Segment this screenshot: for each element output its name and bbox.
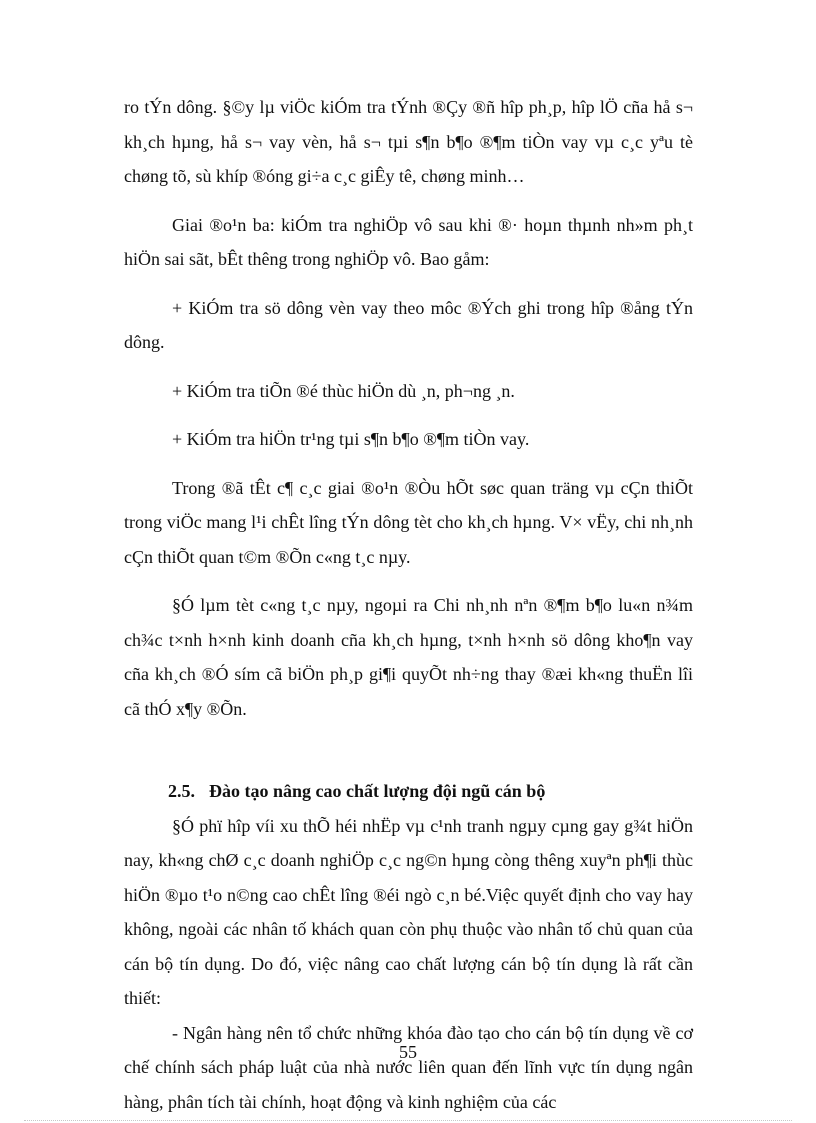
section-title: Đào tạo nâng cao chất lượng đội ngũ cán bộ	[209, 781, 546, 801]
paragraph-training-rationale: §Ó phï hîp víi xu thÕ héi nhËp vµ c¹nh tranh ngµy cµng gay g¾t hiÖn nay, kh«ng chØ c¸c doanh nghiÖp c¸c ng©n hµng còng thêng xuyªn ph¶i thùc hiÖn ®µo t¹o n©ng cao chÊt lîng ®éi ngò c¸n bé.Việc quyết định cho vay hay không, ngoài các nhân tố khách quan còn phụ thuộc vào nhân tố chủ quan của cán bộ tín dụng. Do đó, việc nâng cao chất lượng cán bộ tín dụng là rất cần thiết:	[124, 815, 693, 1008]
list-item-check-loan-usage: + KiÓm tra sö dông vèn vay theo môc ®Ých ghi trong hîp ®ång tÝn dông.	[124, 297, 693, 352]
paragraph-stage-three: Giai ®o¹n ba: kiÓm tra nghiÖp vô sau khi ®· hoµn thµnh nh»m ph¸t hiÖn sai sãt, bÊt thêng trong nghiÖp vô. Bao gåm:	[124, 214, 693, 269]
section-heading	[124, 774, 693, 809]
page-number: 55	[399, 1042, 417, 1062]
paragraph-continuation: ro tÝn dông. §©y lµ viÖc kiÓm tra tÝnh ®Çy ®ñ hîp ph¸p, hîp lÖ cña hå s¬ kh¸ch hµng, hå s¬ vay vèn, hå s¬ tµi s¶n b¶o ®¶m tiÒn vay vµ c¸c yªu tè chøng tõ, sù khíp ®óng gi÷a c¸c giÊy tê, chøng minh…	[124, 97, 693, 186]
list-item-check-collateral: + KiÓm tra hiÖn tr¹ng tµi s¶n b¶o ®¶m tiÒn vay.	[172, 429, 530, 449]
section-number: 2.5.	[168, 781, 195, 801]
list-item-check-project-progress: + KiÓm tra tiÕn ®é thùc hiÖn dù ¸n, ph¬ng ¸n.	[172, 380, 515, 401]
page-body	[124, 90, 693, 1119]
paragraph-branch-monitoring: §Ó lµm tèt c«ng t¸c nµy, ngoµi ra Chi nh¸nh nªn ®¶m b¶o lu«n n¾m ch¾c t×nh h×nh kinh doanh cña kh¸ch hµng, t×nh h×nh sö dông kho¶n vay cña kh¸ch ®Ó sím cã biÖn ph¸p gi¶i quyÕt nh÷ng thay ®æi kh«ng thuËn lîi cã thÓ x¶y ®Õn.	[124, 595, 693, 719]
paragraph-training-courses: - Ngân hàng nên tổ chức những khóa đào tạo cho cán bộ tín dụng về cơ chế chính sách pháp luật của nhà nước liên quan đến lĩnh vực tín dụng ngân hàng, phân tích tài chính, hoạt động và kinh nghiệm của các	[124, 1022, 693, 1112]
page-bottom-divider	[24, 1120, 792, 1121]
paragraph-stages-importance: Trong ®ã tÊt c¶ c¸c giai ®o¹n ®Òu hÕt søc quan träng vµ cÇn thiÕt trong viÖc mang l¹i chÊt lîng tÝn dông tèt cho kh¸ch hµng. V× vËy, chi nh¸nh cÇn thiÕt quan t©m ®Õn c«ng t¸c nµy.	[124, 477, 693, 567]
